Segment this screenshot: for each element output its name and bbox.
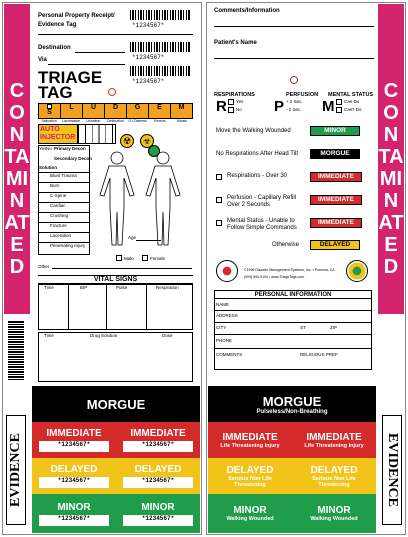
auto-injector-label: AUTO INJECTOR <box>40 126 76 141</box>
barcode-mid <box>130 42 190 52</box>
minor-block-left-a[interactable]: MINOR *1234567* <box>32 494 116 533</box>
ms-cando-checkbox[interactable] <box>336 99 342 105</box>
evidence-text-left: EVIDENCE <box>6 415 26 525</box>
minor-block-right-a[interactable]: MINOR Walking Wounded <box>208 494 292 533</box>
resp-over30-checkbox[interactable] <box>216 174 222 180</box>
immediate-block-right-b[interactable]: IMMEDIATE Life Threatening Injury <box>292 422 376 458</box>
side-barcode-left <box>8 320 24 380</box>
patient-name-label: Patient's Name <box>214 40 257 46</box>
r-letter: R <box>216 98 227 115</box>
barcode-top <box>130 10 190 20</box>
immediate-pill-a[interactable]: IMMEDIATE <box>310 172 362 182</box>
immediate-block-right-a[interactable]: IMMEDIATE Life Threatening Injury <box>208 422 292 458</box>
sludgem-row: S L U D G E M <box>38 103 193 119</box>
comments-label: Comments/Information <box>214 8 280 14</box>
minor-pill[interactable]: MINOR <box>310 126 360 136</box>
perfusion-label: PERFUSION <box>286 92 319 98</box>
evidence-tag-label: Evidence Tag <box>38 22 77 28</box>
mental-status-label: MENTAL STATUS <box>328 92 374 98</box>
delayed-block-left-a[interactable]: DELAYED *1234567* <box>32 458 116 494</box>
sludgem-words: Salivation Lacrimation Urination Defecation G.I.Distress Emesis Miosis <box>41 119 187 123</box>
mental-status-checkbox[interactable] <box>216 220 222 226</box>
ms-cantdo-checkbox[interactable] <box>336 107 342 113</box>
personal-info-box[interactable] <box>214 290 372 370</box>
immediate-block-left-b[interactable]: IMMEDIATE *1234567* <box>116 422 200 458</box>
female-checkbox[interactable] <box>142 255 148 261</box>
morgue-block-left[interactable]: MORGUE <box>32 386 200 422</box>
minor-block-right-b[interactable]: MINOR Walking Wounded <box>292 494 376 533</box>
body-back-figure[interactable] <box>140 150 186 250</box>
male-checkbox[interactable] <box>116 255 122 261</box>
p-letter: P <box>274 98 285 115</box>
m-letter: M <box>322 98 335 115</box>
personal-info-title: PERSONAL INFORMATION <box>214 292 372 299</box>
left-seal-logo <box>216 260 238 282</box>
vital-signs-table[interactable] <box>38 284 193 330</box>
resp-no-checkbox[interactable] <box>228 107 234 113</box>
barcode-top-num: *1234567* <box>132 22 165 29</box>
copyright-text: ©1996 Disaster Management Systems, Inc. • Pomona, CA <box>244 268 335 272</box>
hole-right[interactable] <box>290 76 298 84</box>
barcode-low <box>130 66 190 76</box>
respirations-label: RESPIRATIONS <box>214 92 255 98</box>
barcode-mid-num: *1234567* <box>132 54 165 61</box>
age-label: Age <box>128 235 137 240</box>
immediate-block-left-a[interactable]: IMMEDIATE *1234567* <box>32 422 116 458</box>
barcode-low-num: *1234567* <box>132 78 165 85</box>
immediate-pill-b[interactable]: IMMEDIATE <box>310 195 362 205</box>
vital-signs-title: VITAL SIGNS <box>38 275 193 284</box>
delayed-block-right-a[interactable]: DELAYED Serious Non Life Threatening <box>208 458 292 494</box>
hole-left[interactable] <box>108 88 116 96</box>
tag-title: TAG <box>38 83 73 102</box>
prop-receipt-label: Personal Property Receipt/ <box>38 13 115 19</box>
contaminated-text-right: CONTAMINATED <box>378 80 404 278</box>
injector-boxes <box>78 124 116 144</box>
resp-yes-checkbox[interactable] <box>228 99 234 105</box>
destination-label: Destination <box>38 45 71 51</box>
other-label: Other <box>38 264 50 269</box>
radiation-icon: ☢ <box>120 134 134 148</box>
walking-wounded-text: Move the Walking Wounded <box>216 128 291 134</box>
no-respirations-text: No Respirations After Head Tilt <box>216 151 299 157</box>
minor-block-left-b[interactable]: MINOR *1234567* <box>116 494 200 533</box>
via-label: Via <box>38 57 47 63</box>
evidence-text-right: EVIDENCE <box>382 415 402 525</box>
morgue-pill[interactable]: MORGUE <box>310 149 360 159</box>
contaminated-text-left: CONTAMINATED <box>4 80 30 278</box>
delayed-block-right-b[interactable]: DELAYED Serious Non Life Threatening <box>292 458 376 494</box>
morgue-block-right[interactable]: MORGUE Pulseless/Non-Breathing <box>208 386 376 422</box>
phone-text: (909) 594-9104 • www.TriageTags.com <box>244 275 305 279</box>
biohazard-icon: ☣ <box>140 134 154 148</box>
right-seal-logo <box>346 260 368 282</box>
injury-list: Blunt Trauma Burn C-Spine Cardiac Crushing Fracture Laceration Penetrating Injury <box>38 172 90 252</box>
immediate-pill-c[interactable]: IMMEDIATE <box>310 218 362 228</box>
drug-table[interactable] <box>38 332 193 382</box>
otherwise-text: Otherwise <box>272 242 300 248</box>
delayed-block-left-b[interactable]: DELAYED *1234567* <box>116 458 200 494</box>
perfusion-checkbox[interactable] <box>216 197 222 203</box>
triage-title: TRIAGE <box>38 68 103 87</box>
delayed-pill[interactable]: DELAYED <box>310 240 360 250</box>
